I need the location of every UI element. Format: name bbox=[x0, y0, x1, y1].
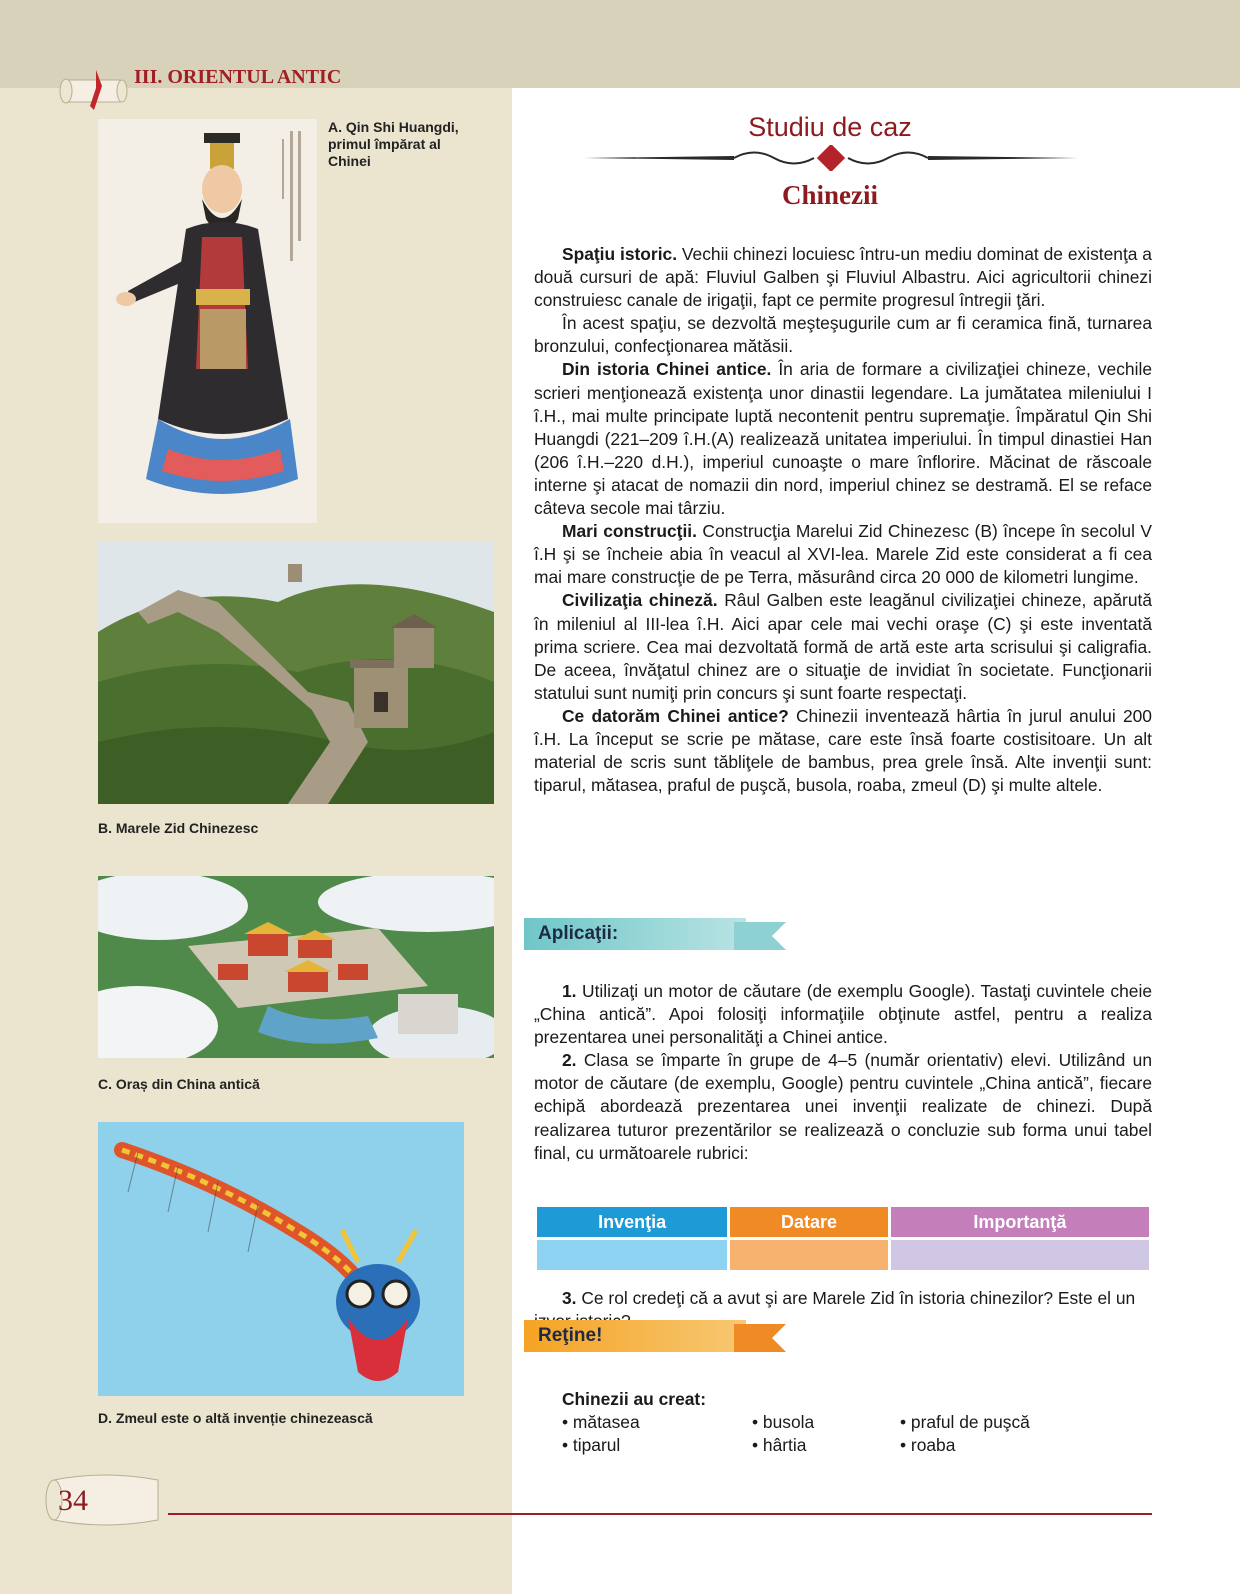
figure-c-caption: C. Oraș din China antică bbox=[98, 1076, 260, 1092]
paragraph-history: Din istoria Chinei antice. În aria de formare a civilizaţiei chineze, vechile scrieri menţionează existenţa unor dinastii legendare. La jumătatea mileniului I î.H., mai multe principate luptă necontenit pentru supremaţie. Împăratul Qin Shi Huangdi (221–209 î.H.(A) realizează unitatea imperiului. În timpul dinastiei Han (206 î.H.–220 d.H.), imperiul cunoaşte o mare înflorire. Măcinat de răscoale interne şi atacat de nomazii din nord, imperiul chinez se destramă. El se reface câteva secole mai târziu. bbox=[534, 359, 1152, 519]
chapter-title: III. ORIENTUL ANTIC bbox=[134, 66, 342, 88]
table-header-importanta: Importanţă bbox=[891, 1207, 1149, 1237]
figure-d-caption: D. Zmeul este o altă invenție chinezească bbox=[98, 1410, 373, 1426]
great-wall-image bbox=[98, 542, 494, 804]
application-item-3: 3. Ce rol credeţi că a avut şi are Marele Zid în istoria chinezilor? Este el un bbox=[562, 1288, 1136, 1308]
remember-tag: Reţine! bbox=[524, 1320, 786, 1352]
emperor-portrait-image bbox=[98, 119, 317, 523]
paragraph-inventions: Ce datorăm Chinei antice? Chinezii inventează hârtia în jurul anului 200 î.H. La început se scrie pe mătase, care este însă foarte costisitoare. Un alt material de scris sunt tăbliţele de bambus, prea grele însă. Alte invenţii sunt: tiparul, mătasea, praful de puşcă, busola, roaba, zmeul (D) şi multe altele. bbox=[534, 705, 1152, 796]
figure-a-caption: A. Qin Shi Huangdi, primul împărat al Chinei bbox=[328, 119, 459, 169]
figure-b-caption: B. Marele Zid Chinezesc bbox=[98, 820, 259, 836]
applications-tag: Aplicaţii: bbox=[524, 918, 786, 950]
scroll-icon bbox=[56, 66, 136, 114]
article-body bbox=[534, 243, 1152, 797]
case-study-label: Studiu de caz bbox=[748, 112, 912, 142]
table-header-inventia: Invenţia bbox=[537, 1207, 727, 1237]
list-item: • tiparul bbox=[562, 1435, 621, 1455]
list-item: • busola bbox=[752, 1412, 815, 1432]
remember-heading: Chinezii au creat: bbox=[562, 1389, 706, 1409]
paragraph-civilization: Civilizaţia chineză. Râul Galben este leagănul civilizaţiei chineze, apărută în mileniul al III-lea î.H. Aici apar cele mai vechi oraşe (C) şi este inventată prima scriere. Cea mai dezvoltată formă de artă este arta scrisului şi caligrafia. De aceea, învăţatul chinez are o situaţie de invidiat în societate. Funcţionarii statului sunt numiţi prin concurs şi sunt foarte respectaţi. bbox=[534, 590, 1152, 703]
dragon-kite-image bbox=[98, 1122, 464, 1396]
remember-list bbox=[562, 1388, 1100, 1457]
ornament-divider bbox=[584, 145, 1078, 171]
paragraph-constructions: Mari construcţii. Construcţia Marelui Zid Chinezesc (B) începe în secolul V î.H şi se încheie abia în veacul al XVI-lea. Marele Zid este considerat a fi cea mai mare construcţie de pe Terra, măsurând circa 20 000 de kilometri lungime. bbox=[534, 521, 1152, 588]
footer-rule bbox=[168, 1513, 1152, 1515]
list-item: • roaba bbox=[900, 1435, 956, 1455]
article-title: Chinezii bbox=[781, 180, 878, 210]
table-cell-inventia bbox=[537, 1240, 727, 1270]
inventions-table bbox=[534, 1204, 1152, 1273]
paragraph-crafts: În acest spaţiu, se dezvoltă meşteşugurile cum ar fi ceramica fină, turnarea bronzului, confecţionarea mătăsii. bbox=[534, 313, 1152, 357]
list-item: • praful de puşcă bbox=[900, 1412, 1030, 1432]
applications-body bbox=[534, 980, 1152, 1165]
ancient-city-image bbox=[98, 876, 494, 1058]
application-item-2: 2. Clasa se împarte în grupe de 4–5 (număr orientativ) elevi. Utilizând un motor de căutare (de exemplu, Google) pentru cuvintele „China antică”, fiecare echipă abordează prezentarea unei invenţii realizate de chinezi. După realizarea tuturor prezentărilor se realizează o concluzie sub forma unui tabel final, cu următoarele rubrici: bbox=[534, 1050, 1152, 1163]
page-number: 34 bbox=[58, 1484, 88, 1517]
list-item: • hârtia bbox=[752, 1435, 807, 1455]
list-item: • mătasea bbox=[562, 1412, 640, 1432]
application-item-1: 1. Utilizaţi un motor de căutare (de exemplu Google). Tastaţi cuvintele cheie „China antică”. Apoi folosiţi informaţiile obţinute astfel, pentru a realiza prezentarea unei personalităţi a Chinei antice. bbox=[534, 981, 1152, 1048]
paragraph-historical-space: Spaţiu istoric. Vechii chinezi locuiesc întru-un mediu dominat de existenţa a două cursuri de apă: Fluviul Galben şi Fluviul Albastru. Aici agricultorii chinezi construiesc canale de irigaţii, fapt ce permite progresul întregii ţări. bbox=[534, 244, 1152, 311]
table-header-datare: Datare bbox=[730, 1207, 888, 1237]
table-cell-importanta bbox=[891, 1240, 1149, 1270]
table-cell-datare bbox=[730, 1240, 888, 1270]
